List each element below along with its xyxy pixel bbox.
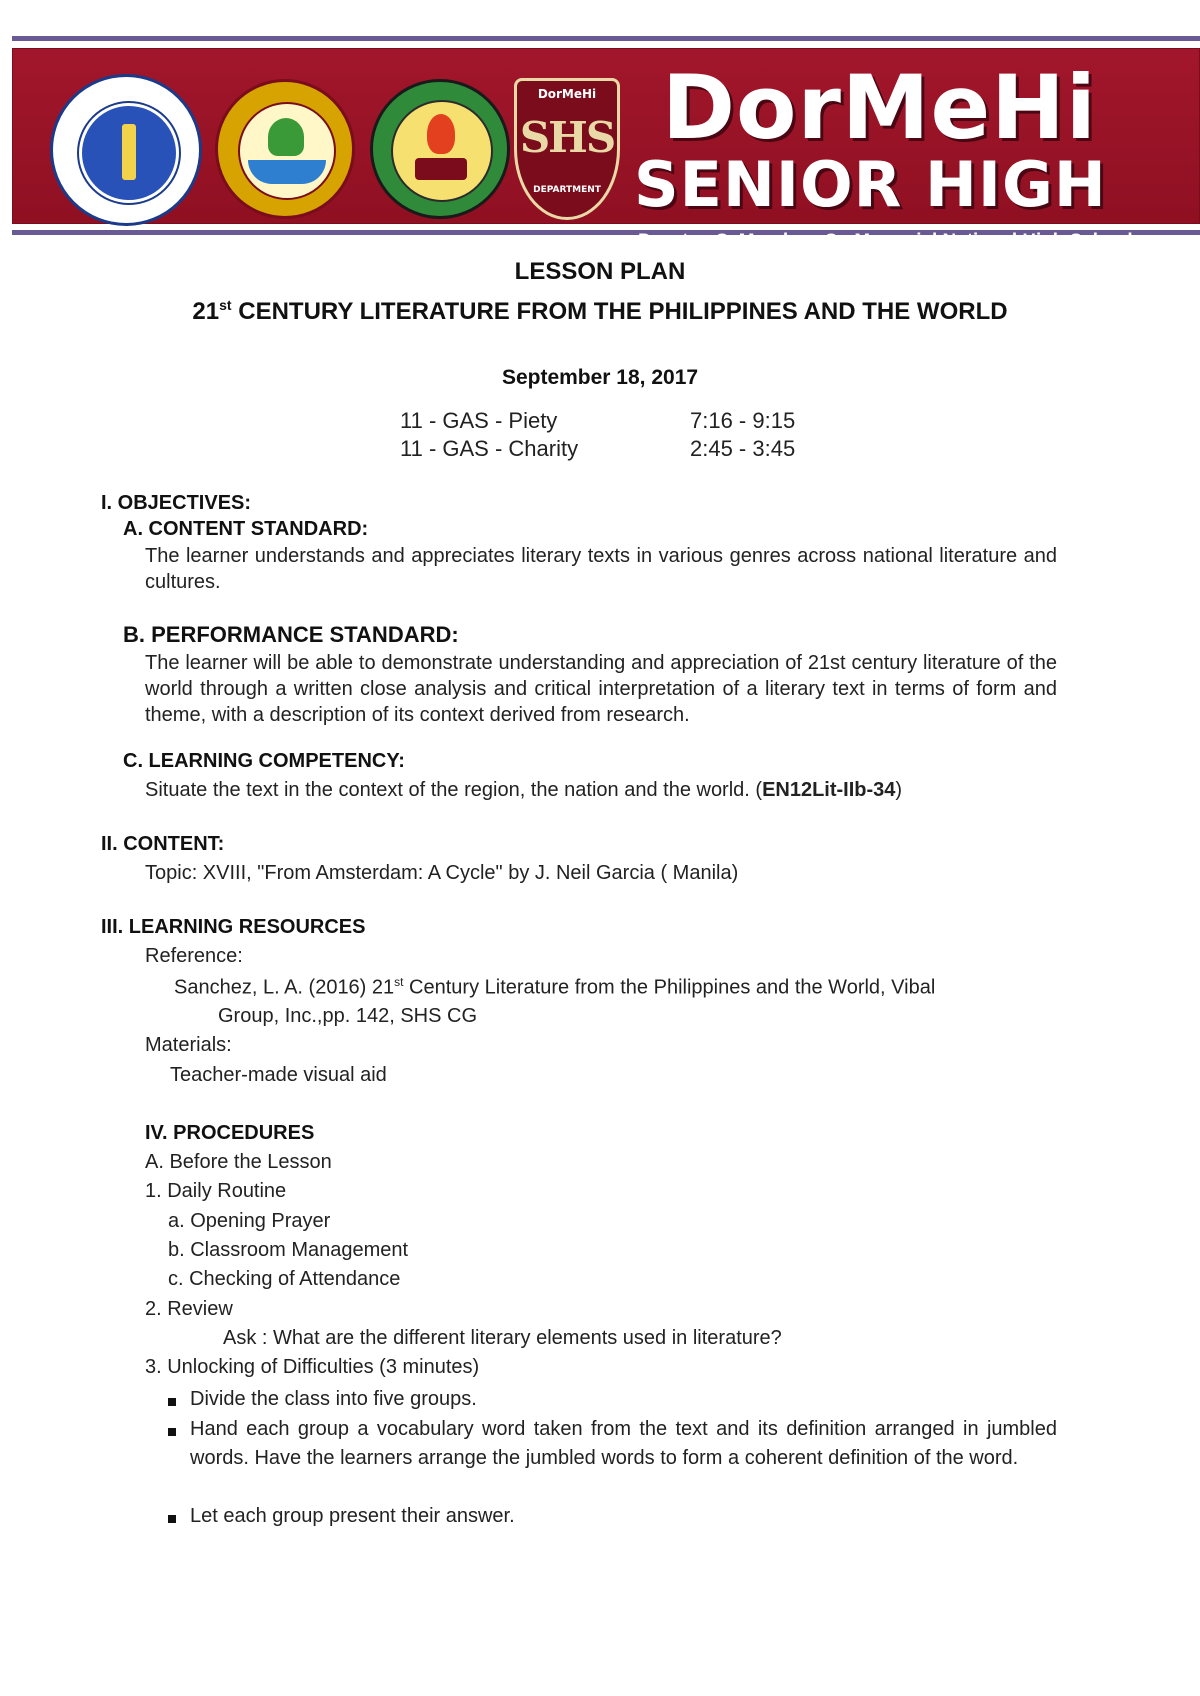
routine-item: a. Opening Prayer xyxy=(168,1210,331,1232)
subject-title: 21st CENTURY LITERATURE FROM THE PHILIPPINES AND THE WORLD xyxy=(192,297,1008,325)
unlocking-step: Divide the class into five groups. xyxy=(190,1388,477,1410)
brand-title: DorMeHi xyxy=(662,56,1097,159)
content-heading: II. CONTENT: xyxy=(101,833,225,855)
reference-text: Sanchez, L. A. (2016) 21st Century Literature from the Philippines and the World, Vibal xyxy=(174,975,936,999)
school-banner xyxy=(12,36,1200,253)
content-standard-text: The learner understands and appreciates literary texts in various genres across national literature and cultures. xyxy=(145,545,1057,593)
schedule-row xyxy=(400,408,860,434)
schedule-time: 7:16 - 9:15 xyxy=(690,408,796,433)
learning-competency-text: Situate the text in the context of the region, the nation and the world. (EN12Lit-IIb-34) xyxy=(145,779,903,801)
shs-department-logo xyxy=(514,78,620,220)
bullet-icon xyxy=(168,1515,176,1523)
materials-text: Teacher-made visual aid xyxy=(170,1064,387,1086)
competency-code: EN12Lit-IIb-34 xyxy=(762,779,896,801)
procedure-review: 2. Review xyxy=(145,1298,233,1320)
schedule-section: 11 - GAS - Piety xyxy=(400,408,558,433)
bullet-icon xyxy=(168,1428,176,1436)
banner-top-stripe xyxy=(12,36,1200,41)
schedule-time: 2:45 - 3:45 xyxy=(690,436,796,461)
review-question: Ask : What are the different literary elements used in literature? xyxy=(223,1327,782,1349)
resources-heading: III. LEARNING RESOURCES xyxy=(101,916,366,938)
procedure-daily-routine: 1. Daily Routine xyxy=(145,1180,287,1202)
procedure-before-lesson: A. Before the Lesson xyxy=(145,1151,332,1173)
division-seal-logo xyxy=(215,79,355,219)
unlocking-step: Let each group present their answer. xyxy=(190,1505,515,1527)
procedure-unlocking: 3. Unlocking of Difficulties (3 minutes) xyxy=(145,1356,480,1378)
materials-label: Materials: xyxy=(145,1034,232,1056)
learning-competency-heading: C. LEARNING COMPETENCY: xyxy=(123,750,405,772)
unlocking-step: Hand each group a vocabulary word taken from the text and its definition arranged in jumbled words. Have the learners arrange the jumbled words to form a coherent definition of the word. xyxy=(190,1418,1057,1469)
procedures-heading: IV. PROCEDURES xyxy=(145,1122,315,1144)
lesson-date: September 18, 2017 xyxy=(501,366,699,389)
schedule-row xyxy=(400,436,860,462)
doc-type-heading: LESSON PLAN xyxy=(514,258,686,285)
deped-seal-logo xyxy=(50,74,202,226)
shs-logo-monogram: SHS xyxy=(519,113,615,162)
school-name: Doroteo S. Mendoza Sr. Memorial National High School xyxy=(638,230,1133,253)
shs-logo-department-text: DEPARTMENT xyxy=(533,185,601,195)
bullet-icon xyxy=(168,1398,176,1406)
shs-logo-top-text: DorMeHi xyxy=(537,87,597,101)
reference-text-cont: Group, Inc.,pp. 142, SHS CG xyxy=(218,1005,478,1027)
content-standard-heading: A. CONTENT STANDARD: xyxy=(123,518,369,540)
performance-standard-heading: B. PERFORMANCE STANDARD: xyxy=(123,622,459,647)
performance-standard-text: The learner will be able to demonstrate understanding and appreciation of 21st century literature of the world through a written close analysis and critical interpretation of a literary text in terms of form and theme, with a description of its context derived from research. xyxy=(145,652,1057,726)
routine-item: b. Classroom Management xyxy=(168,1239,409,1261)
objectives-heading: I. OBJECTIVES: xyxy=(101,492,252,514)
brand-subtitle: SENIOR HIGH xyxy=(634,148,1107,221)
school-seal-logo xyxy=(370,79,510,219)
content-topic: Topic: XVIII, "From Amsterdam: A Cycle" by J. Neil Garcia ( Manila) xyxy=(145,862,739,884)
routine-item: c. Checking of Attendance xyxy=(168,1268,401,1290)
reference-label: Reference: xyxy=(145,945,243,967)
schedule-section: 11 - GAS - Charity xyxy=(400,436,579,461)
